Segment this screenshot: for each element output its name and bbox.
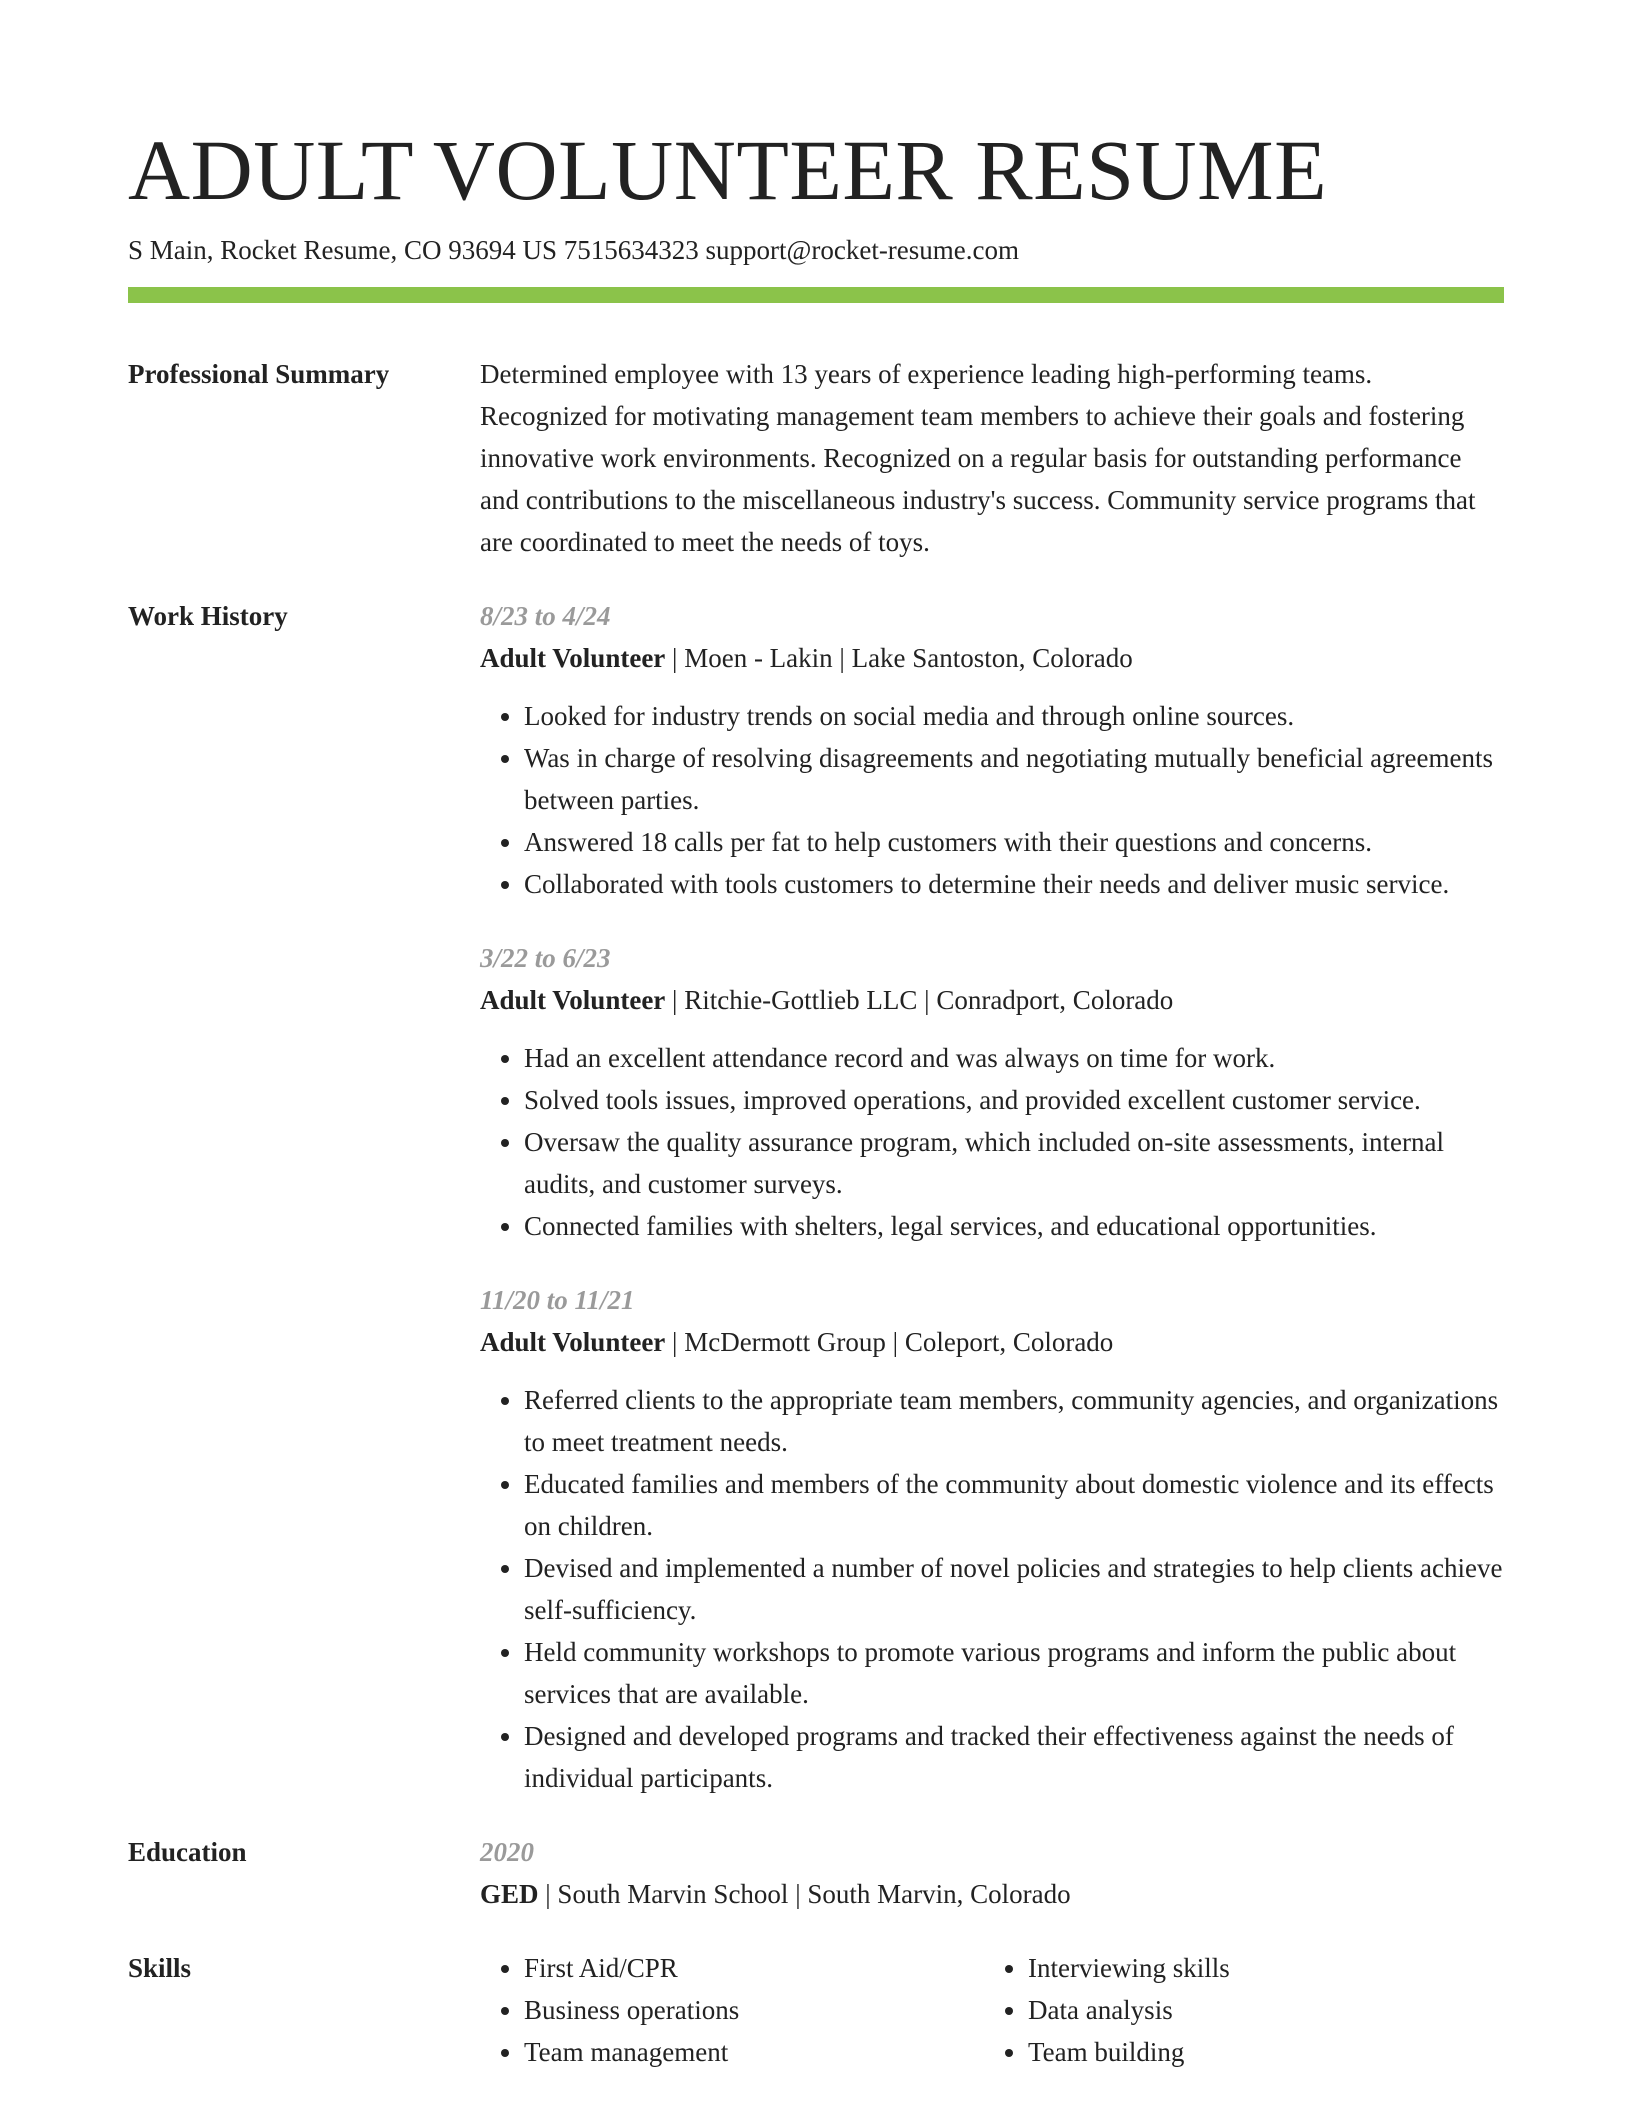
education-section <box>128 1831 1504 1915</box>
separator: | <box>892 1327 905 1357</box>
education-heading <box>480 1873 1504 1915</box>
job-bullets <box>480 695 1504 905</box>
list-item: • Looked for industry trends on social media and through online sources. <box>524 695 1504 737</box>
work-history-list <box>480 595 1504 1799</box>
list-item: • Oversaw the quality assurance program, which included on-site assessments, internal audits, and customer surveys. <box>524 1121 1504 1205</box>
job-dates: 3/22 to 6/23 <box>480 943 611 973</box>
job-bullets <box>480 1379 1504 1799</box>
separator: | <box>672 985 685 1015</box>
skill-item: • Data analysis <box>1028 1989 1488 2031</box>
list-item: • Designed and developed programs and tracked their effectiveness against the needs of individual participants. <box>524 1715 1504 1799</box>
resume-title: ADULT VOLUNTEER RESUME <box>128 122 1328 218</box>
education-entry <box>480 1831 1504 1915</box>
job-title: Adult Volunteer <box>480 1327 666 1357</box>
job-bullets <box>480 1037 1504 1247</box>
list-item: • Collaborated with tools customers to determine their needs and deliver music service. <box>524 863 1504 905</box>
accent-divider <box>128 287 1504 303</box>
skill-item: • Team management <box>524 2031 984 2073</box>
job-location: Conradport, Colorado <box>936 985 1174 1015</box>
list-item: • Answered 18 calls per fat to help customers with their questions and concerns. <box>524 821 1504 863</box>
skill-item: • Business operations <box>524 1989 984 2031</box>
list-item: • Referred clients to the appropriate team members, community agencies, and organizations to meet treatment needs. <box>524 1379 1504 1463</box>
section-label-work: Work History <box>128 601 288 631</box>
job-entry <box>480 937 1504 1247</box>
work-history-section <box>128 595 1504 1799</box>
contact-line: S Main, Rocket Resume, CO 93694 US 7515634323 support@rocket-resume.com <box>128 235 1020 265</box>
separator: | <box>672 643 685 673</box>
job-heading <box>480 1321 1504 1363</box>
skills-body <box>480 1947 1504 2073</box>
education-year: 2020 <box>480 1837 534 1867</box>
job-company: Moen - Lakin <box>684 643 833 673</box>
separator: | <box>795 1879 808 1909</box>
job-company: McDermott Group <box>684 1327 886 1357</box>
summary-text: Determined employee with 13 years of experience leading high-performing teams. Recognized for motivating management team members to achieve their goals and fostering innovative work environments. Recognized on a regular basis for outstanding performance and contributions to the miscellaneous industry's success. Community service programs that are coordinated to meet the needs of toys. <box>480 359 1476 557</box>
skill-item: • Team building <box>1028 2031 1488 2073</box>
job-heading <box>480 979 1504 1021</box>
job-dates: 11/20 to 11/21 <box>480 1285 635 1315</box>
section-label-summary: Professional Summary <box>128 359 390 389</box>
section-label-skills: Skills <box>128 1953 192 1983</box>
separator: | <box>545 1879 558 1909</box>
skills-section <box>128 1947 1504 2073</box>
skill-item: • First Aid/CPR <box>524 1947 984 1989</box>
job-title: Adult Volunteer <box>480 643 666 673</box>
resume-page <box>128 0 1504 2073</box>
list-item: • Educated families and members of the community about domestic violence and its effects on children. <box>524 1463 1504 1547</box>
list-item: • Held community workshops to promote various programs and inform the public about services that are available. <box>524 1631 1504 1715</box>
separator: | <box>839 643 852 673</box>
education-school: South Marvin School <box>557 1879 789 1909</box>
education-degree: GED <box>480 1879 539 1909</box>
job-location: Lake Santoston, Colorado <box>851 643 1133 673</box>
list-item: • Connected families with shelters, legal services, and educational opportunities. <box>524 1205 1504 1247</box>
list-item: • Was in charge of resolving disagreements and negotiating mutually beneficial agreements between parties. <box>524 737 1504 821</box>
skill-item: • Interviewing skills <box>1028 1947 1488 1989</box>
section-label-education: Education <box>128 1837 247 1867</box>
separator: | <box>924 985 937 1015</box>
job-dates: 8/23 to 4/24 <box>480 601 611 631</box>
separator: | <box>672 1327 685 1357</box>
list-item: • Solved tools issues, improved operations, and provided excellent customer service. <box>524 1079 1504 1121</box>
job-heading <box>480 637 1504 679</box>
job-entry <box>480 1279 1504 1799</box>
job-entry <box>480 595 1504 905</box>
professional-summary-section <box>128 353 1504 563</box>
list-item: • Devised and implemented a number of novel policies and strategies to help clients achieve self-sufficiency. <box>524 1547 1504 1631</box>
job-location: Coleport, Colorado <box>904 1327 1114 1357</box>
job-title: Adult Volunteer <box>480 985 666 1015</box>
skills-grid <box>480 1947 1504 2073</box>
job-company: Ritchie-Gottlieb LLC <box>684 985 918 1015</box>
skills-column-left <box>480 1947 984 2073</box>
education-location: South Marvin, Colorado <box>807 1879 1071 1909</box>
list-item: • Had an excellent attendance record and was always on time for work. <box>524 1037 1504 1079</box>
skills-column-right <box>984 1947 1488 2073</box>
